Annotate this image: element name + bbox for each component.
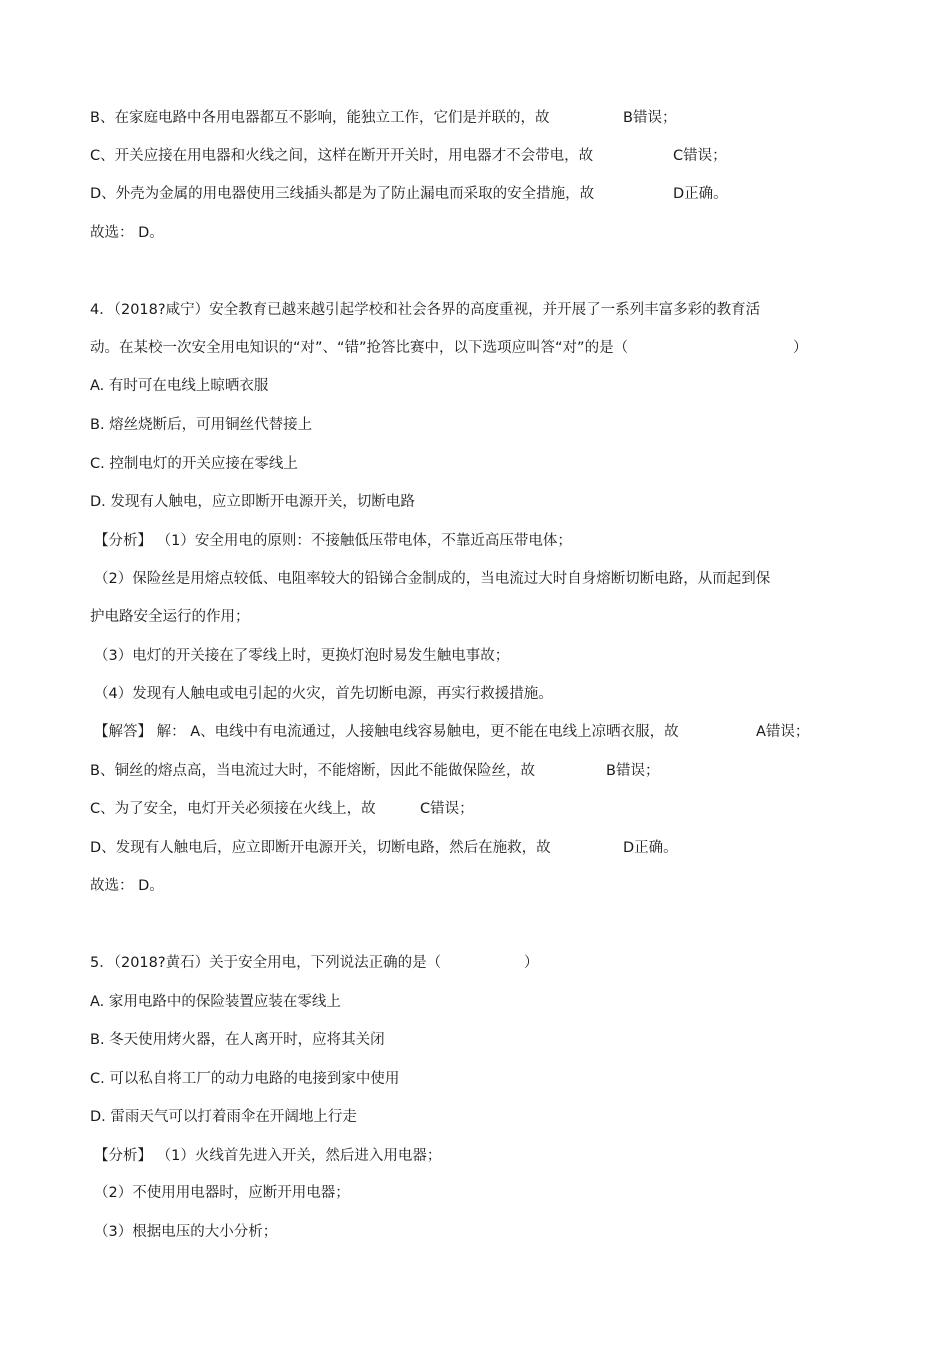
q5-analysis-2: （2）不使用用电器时，应断开用电器； <box>94 1185 350 1201</box>
q4-analysis-4: （4）发现有人触电或电引起的火灾，首先切断电源，再实行救援措施。 <box>94 686 553 702</box>
q5-option-c: C. 可以私自将工厂的动力电路的电接到家中使用 <box>90 1071 400 1087</box>
q4-option-b: B. 熔丝烧断后，可用铜丝代替接上 <box>90 417 313 433</box>
q5-stem-text: 5．（2018?黄石）关于安全用电，下列说法正确的是（ <box>90 955 442 971</box>
q3-c-text: C、开关应接在用电器和火线之间，这样在断开开关时，用电器才不会带电，故 <box>90 148 594 164</box>
q3-b-verdict: B错误； <box>623 110 677 126</box>
q5-option-d: D. 雷雨天气可以打着雨伞在开阔地上行走 <box>90 1109 357 1125</box>
q3-c-verdict: C错误； <box>673 148 727 164</box>
q4-analysis-2b: 护电路安全运行的作用； <box>90 609 250 625</box>
q3-d-text: D、外壳为金属的用电器使用三线插头都是为了防止漏电而采取的安全措施，故 <box>90 186 595 202</box>
q4-analysis-2a: （2）保险丝是用熔点较低、电阻率较大的铅锑合金制成的，当电流过大时自身熔断切断电路，从而起到保 <box>94 571 771 587</box>
q4-solution-a-verdict: A错误； <box>756 724 810 740</box>
q4-option-a: A. 有时可在电线上晾晒衣服 <box>90 378 269 394</box>
q4-solution-d-verdict: D正确。 <box>623 840 678 856</box>
q4-answer: 故选： D。 <box>90 878 164 894</box>
q4-solution-c-verdict: C错误； <box>420 801 474 817</box>
q4-solution-b-verdict: B错误； <box>606 763 660 779</box>
q5-option-a: A. 家用电路中的保险装置应装在零线上 <box>90 994 341 1010</box>
q4-solution-c-text: C、为了安全，电灯开关必须接在火线上，故 <box>90 801 376 817</box>
q4-option-c: C. 控制电灯的开关应接在零线上 <box>90 456 298 472</box>
q4-analysis-3: （3）电灯的开关接在了零线上时，更换灯泡时易发生触电事故； <box>94 648 510 664</box>
q5-analysis-3: （3）根据电压的大小分析； <box>94 1224 278 1240</box>
q3-d-verdict: D正确。 <box>673 186 728 202</box>
q5-option-b: B. 冬天使用烤火器，在人离开时，应将其关闭 <box>90 1032 385 1048</box>
q5-analysis-1: 【分析】 （1）火线首先进入开关，然后进入用电器； <box>94 1148 442 1164</box>
q5-stem-paren-close: ） <box>524 955 539 971</box>
q4-stem-paren-close: ） <box>793 340 808 356</box>
q4-stem-text: 动。在某校一次安全用电知识的“对”、“错”抢答比赛中，以下选项应叫答“对”的是（ <box>90 340 629 356</box>
q4-option-d: D. 发现有人触电，应立即断开电源开关，切断电路 <box>90 494 415 510</box>
q4-stem-line-1: 4．（2018?咸宁）安全教育已越来越引起学校和社会各界的高度重视，并开展了一系列丰富多彩的教育活 <box>90 302 761 318</box>
q3-b-text: B、在家庭电路中各用电器都互不影响，能独立工作，它们是并联的，故 <box>90 110 550 126</box>
q4-solution-b-text: B、铜丝的熔点高，当电流过大时，不能熔断，因此不能做保险丝，故 <box>90 763 535 779</box>
q4-solution-d-text: D、发现有人触电后，应立即断开电源开关，切断电路，然后在施救，故 <box>90 840 551 856</box>
q4-solution-a-text: 【解答】 解： A、电线中有电流通过，人接触电线容易触电，更不能在电线上凉晒衣服，故 <box>94 724 679 740</box>
q3-answer: 故选： D。 <box>90 225 164 241</box>
q4-analysis-1: 【分析】 （1）安全用电的原则：不接触低压带电体，不靠近高压带电体； <box>94 533 572 549</box>
